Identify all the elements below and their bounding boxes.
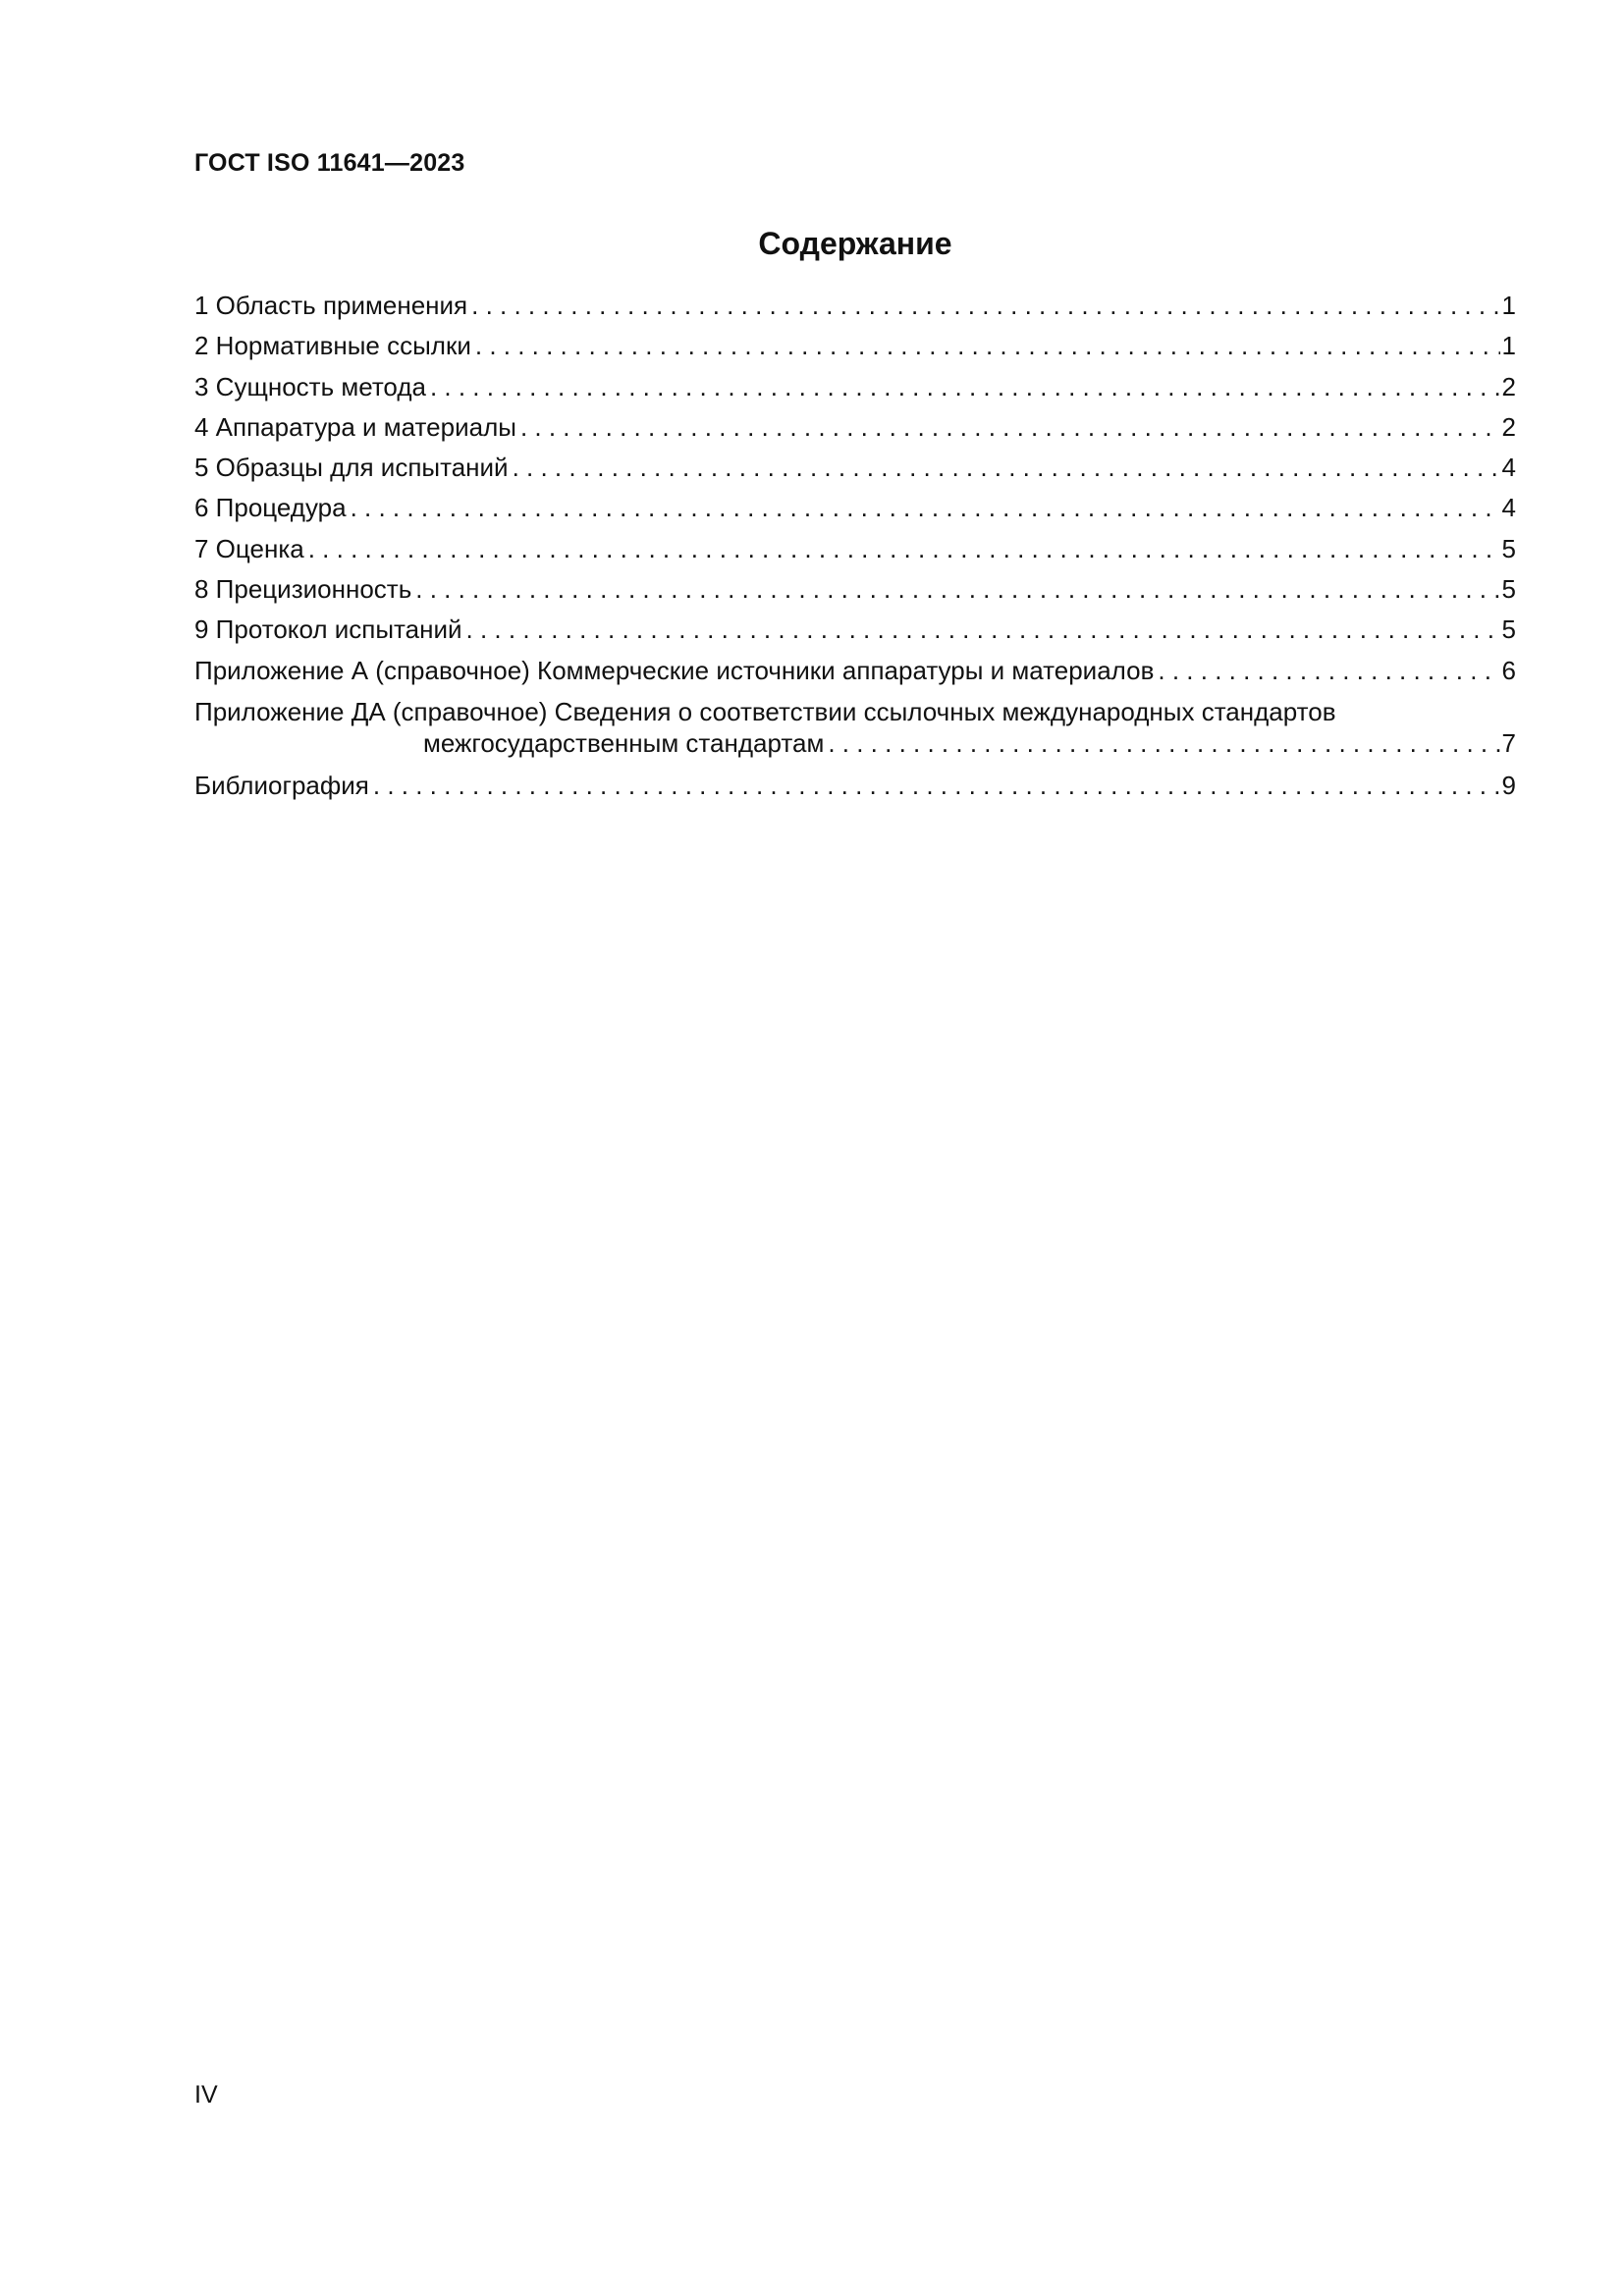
toc-entry-test-specimens[interactable] — [194, 448, 1516, 488]
toc-entry-label: 3 Сущность метода — [194, 371, 426, 401]
toc-entry-page: 9 — [1501, 770, 1516, 800]
dot-leader — [430, 367, 1500, 407]
dot-leader — [513, 448, 1500, 488]
toc-title: Содержание — [758, 226, 952, 261]
dot-leader — [475, 326, 1500, 366]
dot-leader — [1158, 651, 1499, 691]
toc-entry-label: 8 Прецизионность — [194, 574, 412, 605]
toc-entry-page: 5 — [1501, 614, 1516, 645]
toc-entry-label-line2: межгосударственным стандартам — [423, 727, 825, 758]
dot-leader — [520, 407, 1500, 448]
toc-entry-label: Библиография — [194, 770, 369, 800]
toc-entry-evaluation[interactable] — [194, 529, 1516, 569]
toc-entry-label: 5 Образцы для испытаний — [194, 453, 509, 483]
page-number: IV — [194, 2081, 218, 2109]
toc-entry-precision[interactable] — [194, 569, 1516, 610]
toc-entry-page: 1 — [1501, 291, 1516, 320]
toc-entry-page: 6 — [1501, 655, 1516, 685]
toc-entry-label: Приложение А (справочное) Коммерческие источники аппаратуры и материалов — [194, 655, 1155, 685]
toc-entry-procedure[interactable] — [194, 488, 1516, 528]
dot-leader — [308, 529, 1500, 569]
toc-entry-label: 4 Аппаратура и материалы — [194, 411, 516, 442]
table-of-contents — [194, 286, 1516, 806]
toc-entry-label: 9 Протокол испытаний — [194, 614, 462, 645]
toc-entry-page: 2 — [1501, 411, 1516, 442]
toc-entry-page: 7 — [1501, 727, 1516, 758]
toc-entry-annex-da[interactable] — [194, 691, 1516, 766]
toc-entry-normative-references[interactable] — [194, 326, 1516, 366]
toc-entry-principle[interactable] — [194, 367, 1516, 407]
toc-entry-apparatus[interactable] — [194, 407, 1516, 448]
dot-leader — [466, 610, 1500, 650]
toc-entry-label: 7 Оценка — [194, 533, 304, 563]
toc-entry-page: 4 — [1501, 453, 1516, 483]
toc-entry-label: 2 Нормативные ссылки — [194, 331, 471, 361]
dot-leader — [828, 727, 1499, 759]
dot-leader — [351, 488, 1500, 528]
toc-entry-annex-a[interactable] — [194, 651, 1516, 691]
toc-entry-label: 1 Область применения — [194, 291, 468, 320]
toc-entry-label: 6 Процедура — [194, 493, 347, 523]
toc-entry-label-line1: Приложение ДА (справочное) Сведения о соответствии ссылочных международных стандартов — [194, 696, 1336, 726]
toc-entry-page: 5 — [1501, 574, 1516, 605]
toc-entry-test-report[interactable] — [194, 610, 1516, 650]
toc-entry-page: 1 — [1501, 331, 1516, 361]
dot-leader — [373, 766, 1500, 806]
toc-entry-bibliography[interactable] — [194, 766, 1516, 806]
toc-entry-scope[interactable] — [194, 286, 1516, 326]
toc-entry-page: 4 — [1501, 493, 1516, 523]
toc-entry-page: 2 — [1501, 371, 1516, 401]
dot-leader — [471, 286, 1499, 326]
dot-leader — [415, 569, 1499, 610]
document-header: ГОСТ ISO 11641—2023 — [194, 149, 465, 177]
toc-entry-page: 5 — [1501, 533, 1516, 563]
